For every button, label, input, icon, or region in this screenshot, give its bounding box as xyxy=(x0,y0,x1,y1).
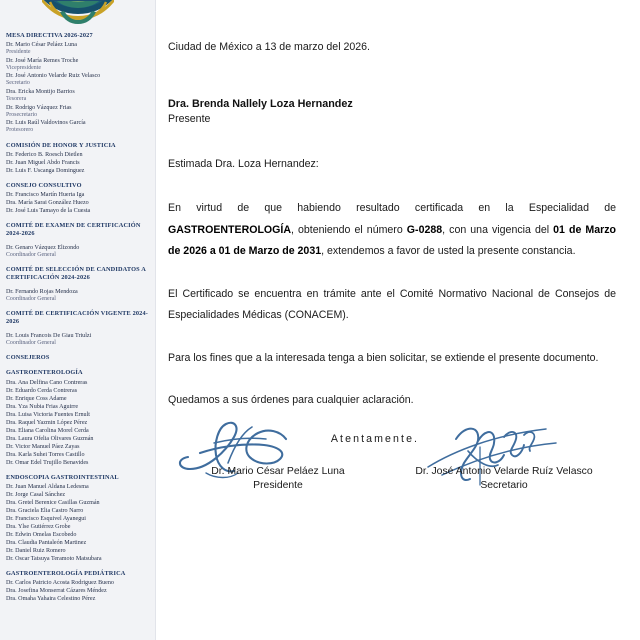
sidebar-member-name: Dra. Ericka Montijo Barrios xyxy=(6,88,75,95)
sidebar-member-name: Dra. Omaha Yahaira Celestino Pérez xyxy=(6,595,96,602)
sidebar-member-name: Dra. Graciela Elia Castro Narro xyxy=(6,507,84,514)
sidebar-member-name: Dra. Yza Nubia Frias Aguirre xyxy=(6,403,79,410)
sidebar-member-name: Dr. Victor Manuel Páez Zayas xyxy=(6,443,80,450)
sidebar-member-name: Dra. Josefina Monserrat Cázares Méndez xyxy=(6,587,107,594)
sidebar-member-name: Dra. Luisa Victoria Fuentes Ernult xyxy=(6,411,90,418)
paragraph-closing-remark: Quedamos a sus órdenes para cualquier aclaración. xyxy=(168,394,414,406)
para1-part3: , con una vigencia del xyxy=(442,223,554,236)
sidebar-member-name: Dra. Laura Ofelia Olivares Guzmán xyxy=(6,435,94,442)
sidebar-content xyxy=(0,26,155,603)
sidebar-member-name: Dr. Oscar Tatsuya Teramoto Matsubara xyxy=(6,555,102,562)
signature-title-secretary: Secretario xyxy=(480,479,528,491)
sidebar-member-name: Dra. Eliana Carolina Morel Cerda xyxy=(6,427,89,434)
sidebar-section-heading: COMITÉ DE EXAMEN DE CERTIFICACIÓN 2024-2026 xyxy=(6,222,141,238)
sidebar-member-name: Dr. Francisco Martín Huerta Iga xyxy=(6,192,85,199)
para1-part2: , obteniendo el número xyxy=(291,223,407,236)
sidebar-member-name: Dra. María Sarai González Huezo xyxy=(6,200,89,207)
sidebar-member-role: Vicepresidente xyxy=(6,64,41,71)
sidebar-member-name: Dr. Juan Miguel Abdo Francis xyxy=(6,159,80,166)
sidebar-section xyxy=(6,310,150,347)
sidebar-section xyxy=(6,32,150,135)
sidebar-member-name: Dr. Rodrigo Vázquez Frias xyxy=(6,104,72,111)
spacer xyxy=(168,127,616,157)
sidebar-section xyxy=(6,222,150,259)
signature-name-secretary: Dr. José Antonio Velarde Ruíz Velasco xyxy=(415,465,593,477)
organization-crest-icon xyxy=(30,0,126,26)
sidebar-member-name: Dr. José María Remes Troche xyxy=(6,57,79,64)
sidebar-section-heading: MESA DIRECTIVA 2026-2027 xyxy=(6,32,93,39)
addressee-name: Dra. Brenda Nallely Loza Hernandez xyxy=(168,98,353,110)
sidebar-member-name: Dr. Louis Francois De Giau Triulzi xyxy=(6,332,92,339)
sidebar-member-name: Dr. Daniel Ruiz Romero xyxy=(6,547,66,554)
para1-part1: En virtud de que habiendo resultado certificada en la Especialidad de xyxy=(168,202,616,214)
specialty-name: GASTROENTEROLOGÍA xyxy=(168,223,292,236)
sidebar-section xyxy=(6,142,150,175)
sidebar-section-heading: GASTROENTEROLOGÍA xyxy=(6,369,83,377)
sidebar-member-name: Dr. Enrique Coss Adame xyxy=(6,395,67,402)
signature-block-secretary xyxy=(394,465,614,493)
spacer xyxy=(168,55,616,97)
svg-text:FUNDADO EN 1975 xyxy=(45,0,109,1)
sidebar-section-heading: CONSEJO CONSULTIVO xyxy=(6,181,82,189)
sidebar-member-name: Dr. Francisco Esquivel Ayanegui xyxy=(6,515,86,522)
signature-title-president: Presidente xyxy=(253,479,303,491)
para1-part4: , extendemos a favor de usted la presente constancia. xyxy=(321,245,576,257)
sidebar-member-name: Dr. José Luis Tamayo de la Cuesta xyxy=(6,208,91,215)
sidebar-member-name: Dr. Carlos Patricio Acosta Rodriguez Bueno xyxy=(6,579,114,586)
sidebar-member-name: Dr. Luis Raúl Valdovinos García xyxy=(6,120,86,127)
sidebar-member-role: Prosecretario xyxy=(6,111,38,118)
sidebar-member-name: Dra. Claudia Pantaleón Martinez xyxy=(6,539,87,546)
sidebar-member-name: Dr. José Antonio Velarde Ruiz Velasco xyxy=(6,73,101,80)
sidebar-member-name: Dr. Edwin Omelas Escobedo xyxy=(6,531,77,538)
sidebar-member-role: Secretario xyxy=(6,80,30,87)
sidebar-section xyxy=(6,474,150,563)
sidebar-member-name: Dr. Mario César Peláez Luna xyxy=(6,42,77,49)
sidebar-member-name: Dra. Ylse Gutiérrez Grobe xyxy=(6,523,71,530)
sidebar-member-name: Dra. Gretel Berenice Casillas Guzmán xyxy=(6,499,100,506)
closing-salutation: Atentamente. xyxy=(330,432,420,445)
sidebar-section-heading: COMISIÓN DE HONOR Y JUSTICIA xyxy=(6,141,116,149)
paragraph-purpose: Para los fines que a la interesada tenga a bien solicitar, se extiende el presente documento. xyxy=(168,351,599,364)
salutation: Estimada Dra. Loza Hernandez: xyxy=(168,158,319,170)
sidebar-member-role: Protesorero xyxy=(6,127,34,134)
sidebar-member-name: Dr. Eduardo Cerda Contreras xyxy=(6,387,78,394)
sidebar-member-role: Coordinador General xyxy=(6,251,56,258)
sidebar-section xyxy=(6,182,150,215)
sidebar-member-name: Dr. Luis F. Uscanga Dominguez xyxy=(6,167,85,174)
sidebar-member-role: Coordinador General xyxy=(6,339,56,346)
sidebar-member-role: Tesorera xyxy=(6,95,27,102)
certificate-number: G-0288 xyxy=(406,223,443,236)
sidebar-section xyxy=(6,369,150,466)
document-date: Ciudad de México a 13 de marzo del 2026. xyxy=(168,41,370,53)
sidebar-section-heading: CONSEJEROS xyxy=(6,354,50,362)
signature-block-president xyxy=(168,465,388,493)
sidebar-section xyxy=(6,354,150,362)
sidebar-member-name: Dr. Genaro Vázquez Elizondo xyxy=(6,244,80,251)
signature-row xyxy=(168,465,616,493)
sidebar-member-name: Dr. Fernando Rojas Mendoza xyxy=(6,288,78,295)
sidebar-section-heading: COMITÉ DE CERTIFICACIÓN VIGENTE 2024-2026 xyxy=(6,310,149,326)
document-body xyxy=(156,0,640,640)
addressee-present: Presente xyxy=(168,113,211,125)
sidebar-member-name: Dra. Raquel Yazmin López Pérez xyxy=(6,419,88,426)
letterhead-sidebar xyxy=(0,0,156,640)
crest-svg xyxy=(30,0,126,26)
sidebar-section xyxy=(6,266,150,303)
sidebar-section xyxy=(6,570,150,603)
sidebar-member-name: Dr. Federico B. Roesch Dietlen xyxy=(6,151,83,158)
paragraph-certification xyxy=(168,198,616,263)
sidebar-member-name: Dr. Juan Manuel Aldana Ledesma xyxy=(6,483,89,490)
spacer xyxy=(168,172,616,198)
sidebar-member-name: Dra. Ana Delfina Cano Contreras xyxy=(6,379,88,386)
sidebar-member-name: Dr. Omar Edel Trujillo Benavides xyxy=(6,459,89,466)
validity-period: 01 de Marzo de 2026 a 01 de Marzo de 2031 xyxy=(168,223,617,257)
paragraph-conacem: El Certificado se encuentra en trámite ante el Comité Normativo Nacional de Consejos de Especialidades Médicas (CONACEM). xyxy=(168,287,616,321)
sidebar-section-heading: GASTROENTEROLOGÍA PEDIÁTRICA xyxy=(6,569,126,577)
sidebar-section-heading: ENDOSCOPIA GASTROINTESTINAL xyxy=(6,473,119,481)
sidebar-section-heading: COMITÉ DE SELECCIÓN DE CANDIDATOS A CERTIFICACIÓN 2024-2026 xyxy=(6,266,146,282)
sidebar-member-name: Dra. Karla Suhei Torres Castillo xyxy=(6,451,85,458)
sidebar-member-role: Coordinador General xyxy=(6,295,56,302)
organization-logo-band xyxy=(0,0,155,26)
sidebar-member-name: Dr. Jorge Casal Sánchez xyxy=(6,491,66,498)
signature-name-president: Dr. Mario César Peláez Luna xyxy=(211,465,345,477)
sidebar-member-role: Presidente xyxy=(6,49,31,56)
